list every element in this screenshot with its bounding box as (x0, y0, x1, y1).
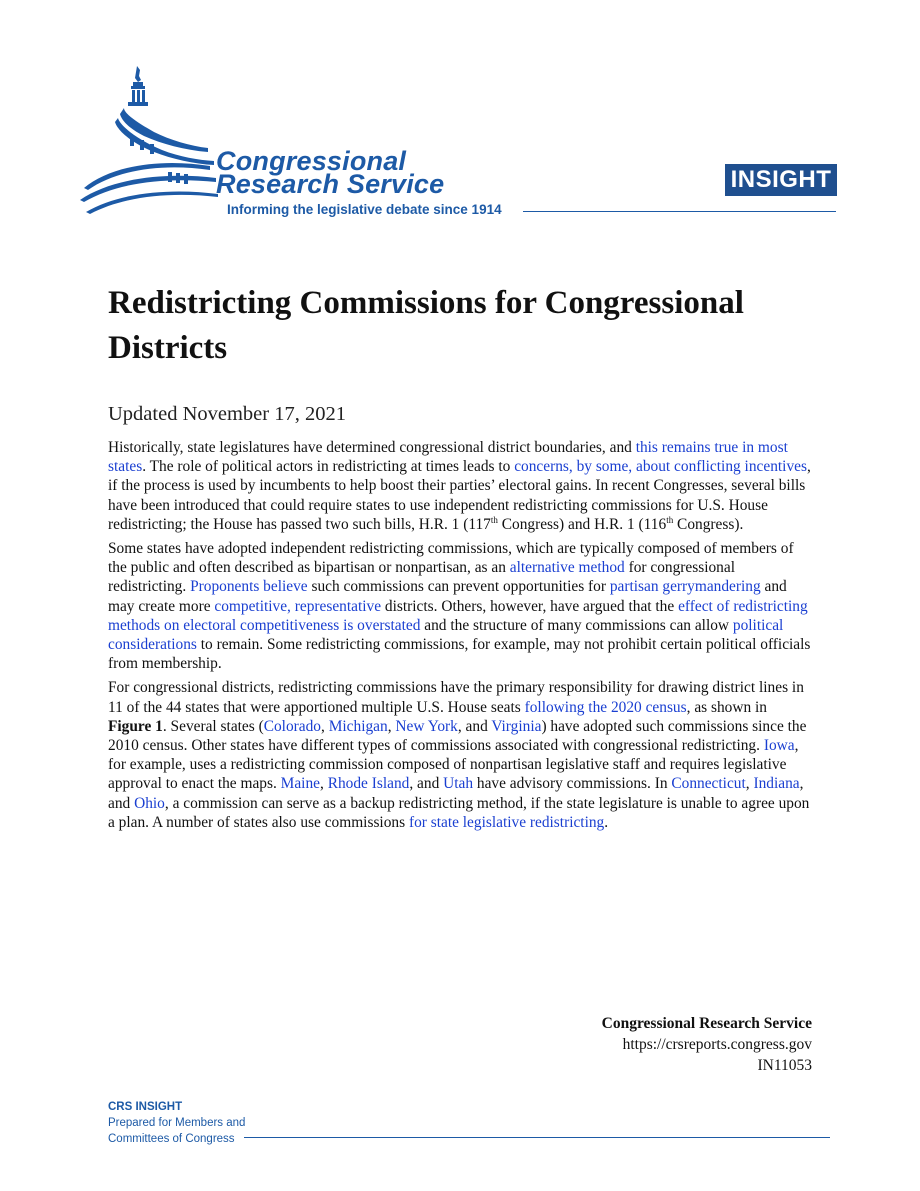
header-rule (523, 211, 836, 212)
insight-badge: INSIGHT (725, 164, 837, 196)
paragraph-1: Historically, state legislatures have determined congressional district boundaries, and this remains true in most states. The role of political actors in redistricting at times leads to concerns, by some, about conflicting incentives, if the process is used by incumbents to help boost their parties’ electoral gains. In recent Congresses, several bills have been introduced that could require states to use independent redistricting commissions for U.S. House redistricting; the House has passed two such bills, H.R. 1 (117th Congress) and H.R. 1 (116th Congress). (108, 439, 811, 533)
link-remains-true[interactable]: this remains true in most states (108, 439, 788, 476)
link-conflicting-incentives[interactable]: concerns, by some, about conflicting incentives (514, 458, 807, 476)
org-name-line1: Congressional (216, 146, 407, 176)
capitol-dome-icon (80, 66, 220, 220)
link-proponents-believe[interactable]: Proponents believe (190, 578, 308, 596)
prepared-for-line2: Committees of Congress (108, 1133, 235, 1145)
link-connecticut[interactable]: Connecticut (671, 775, 746, 793)
link-partisan-gerrymandering[interactable]: partisan gerrymandering (609, 578, 761, 596)
paragraph-3: For congressional districts, redistricting commissions have the primary responsibility for drawing district lines in 11 of the 44 states that were apportioned multiple U.S. House seats following the 2020 census, as shown in Figure 1. Several states (Colorado, Michigan, New York, and Virginia) have adopted such commissions since the 2010 census. Other states have different types of commissions associated with congressional redistricting. Iowa, for example, uses a redistricting commission composed of nonpartisan legislative staff and requires legislative approval to enact the maps. Maine, Rhode Island, and Utah have advisory commissions. In Connecticut, Indiana, and Ohio, a commission can serve as a backup redistricting method, if the state legislature is unable to agree upon a plan. A number of states also use commissions for state legislative redistricting. (108, 679, 810, 831)
report-id: IN11053 (757, 1057, 812, 1074)
link-following-2020-census[interactable]: following the 2020 census (524, 698, 687, 716)
link-alternative-method[interactable]: alternative method (509, 559, 625, 577)
page-title: Redistricting Commissions for Congressional Districts (108, 285, 744, 366)
link-political-considerations[interactable]: political considerations (108, 616, 784, 654)
link-new-york[interactable]: New York (395, 717, 458, 735)
prepared-for-line1: Prepared for Members and (108, 1117, 246, 1129)
link-ohio[interactable]: Ohio (134, 794, 165, 812)
link-state-legislative-redistricting[interactable]: for state legislative redistricting (408, 813, 605, 831)
link-iowa[interactable]: Iowa (763, 737, 795, 755)
link-michigan[interactable]: Michigan (328, 717, 388, 735)
crs-insight-heading: CRS INSIGHT (108, 1101, 183, 1113)
footer-rule (244, 1137, 830, 1138)
link-utah[interactable]: Utah (443, 775, 474, 793)
org-name-line2: Research Service (216, 169, 445, 199)
link-colorado[interactable]: Colorado (263, 717, 321, 735)
body-text (108, 438, 814, 837)
link-competitive-representative[interactable]: competitive, representative (214, 597, 382, 615)
footer-org-block (602, 1013, 812, 1076)
link-maine[interactable]: Maine (280, 775, 320, 793)
footer-url[interactable]: https://crsreports.congress.gov (622, 1036, 812, 1053)
crs-insight-label (108, 1099, 245, 1147)
updated-date: Updated November 17, 2021 (108, 403, 346, 425)
footer-org-name: Congressional Research Service (601, 1015, 812, 1032)
paragraph-2: Some states have adopted independent redistricting commissions, which are typically composed of members of the public and often described as bipartisan or nonpartisan, as an alternative method for congressional redistricting. Proponents believe such commissions can prevent opportunities for partisan gerrymandering and may create more competitive, representative districts. Others, however, have argued that the effect of redistricting methods on electoral competitiveness is overstated and the structure of many commissions can allow political considerations to remain. Some redistricting commissions, for example, may not prohibit certain political officials from membership. (108, 540, 811, 673)
link-virginia[interactable]: Virginia (491, 717, 542, 735)
tagline: Informing the legislative debate since 1914 (227, 202, 502, 217)
link-rhode-island[interactable]: Rhode Island (327, 775, 410, 793)
link-effect-overstated[interactable]: effect of redistricting methods on electoral competitiveness is overstated (108, 597, 808, 634)
figure-reference: Figure 1 (108, 717, 163, 735)
crs-logo (80, 66, 540, 220)
link-indiana[interactable]: Indiana (753, 775, 800, 793)
